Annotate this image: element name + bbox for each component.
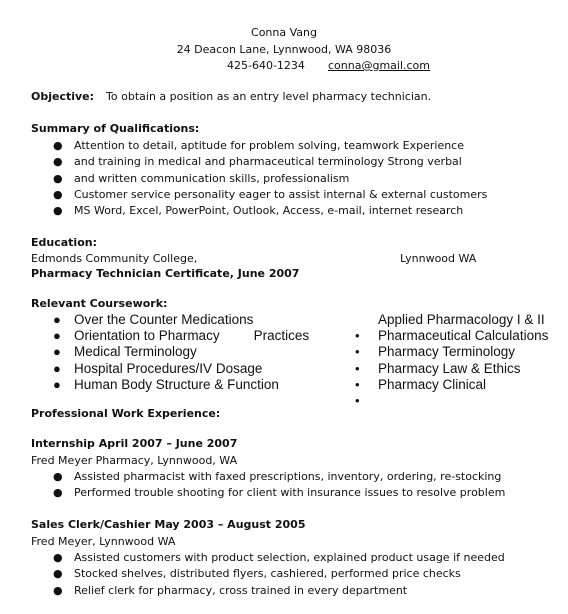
bullet-icon: • <box>355 360 360 376</box>
objective-line <box>31 89 431 105</box>
list-item: ● Orientation to Pharmacy Practices <box>53 328 310 344</box>
list-item: ● Stocked shelves, distributed flyers, cashiered, performed price checks <box>31 566 505 582</box>
objective-text: To obtain a position as an entry level pharmacy technician. <box>106 90 432 103</box>
job-employer: Fred Meyer Pharmacy, Lynnwood, WA <box>31 454 238 467</box>
list-item: ● Assisted pharmacist with faxed prescriptions, inventory, ordering, re-stocking <box>31 469 505 485</box>
job-duties-list <box>31 550 505 599</box>
candidate-address: 24 Deacon Lane, Lynnwood, WA 98036 <box>176 43 392 56</box>
list-item: ● Assisted customers with product selection, explained product usage if needed <box>31 550 505 566</box>
bullet-icon: ● <box>53 155 63 169</box>
education-certificate: Pharmacy Technician Certificate, June 2007 <box>31 267 300 280</box>
job-duties-list <box>31 469 505 502</box>
list-item <box>335 393 548 409</box>
bullet-icon: ● <box>53 171 63 185</box>
experience-heading: Professional Work Experience: <box>31 407 221 420</box>
bullet-icon: ● <box>53 312 61 327</box>
bullet-icon: ● <box>53 328 61 344</box>
bullet-icon: ● <box>53 360 61 376</box>
bullet-icon: ● <box>53 486 63 500</box>
list-item: ● and training in medical and pharmaceutical terminology Strong verbal <box>31 154 487 170</box>
coursework-right-list <box>335 312 548 409</box>
list-item: • Pharmacy Clinical <box>355 376 487 392</box>
candidate-name: Conna Vang <box>251 26 317 39</box>
bullet-icon: ● <box>53 187 63 201</box>
bullet-icon: ● <box>53 204 63 218</box>
list-item: • Pharmacy Law & Ethics <box>355 360 521 376</box>
list-item: ● Relief clerk for pharmacy, cross trained in every department <box>31 583 505 599</box>
coursework-extra-word: Practices <box>253 328 310 344</box>
list-item: ● Medical Terminology <box>53 344 197 360</box>
list-item: • Pharmacy Terminology <box>355 344 516 360</box>
bullet-icon: • <box>355 376 360 392</box>
list-item: Applied Pharmacology I & II <box>378 312 545 327</box>
bullet-icon: ● <box>53 344 61 360</box>
objective-label: Objective: <box>31 90 95 103</box>
candidate-phone: 425-640-1234 <box>227 59 305 72</box>
summary-heading: Summary of Qualifications: <box>31 122 200 135</box>
coursework-heading: Relevant Coursework: <box>31 297 168 310</box>
bullet-icon: ● <box>53 551 63 564</box>
bullet-icon: ● <box>53 139 63 152</box>
candidate-email-link[interactable]: conna@gmail.com <box>328 59 431 72</box>
list-item: ● Attention to detail, aptitude for problem solving, teamwork Experience <box>31 138 487 154</box>
bullet-icon: ● <box>53 567 63 581</box>
list-item: ● Hospital Procedures/IV Dosage <box>53 360 263 376</box>
education-heading: Education: <box>31 236 97 249</box>
list-item: ● Customer service personality eager to assist internal & external customers <box>31 187 487 203</box>
bullet-icon: ● <box>53 470 63 483</box>
summary-list <box>31 138 487 219</box>
list-item: ● Performed trouble shooting for client with insurance issues to resolve problem <box>31 485 505 501</box>
education-school: Edmonds Community College, <box>31 252 198 265</box>
job-employer: Fred Meyer, Lynnwood WA <box>31 535 176 548</box>
job-title: Internship April 2007 – June 2007 <box>31 437 238 450</box>
education-location: Lynnwood WA <box>400 252 477 265</box>
bullet-icon: ● <box>53 583 63 597</box>
bullet-icon: • <box>355 328 360 344</box>
list-item: ● Over the Counter Medications <box>53 312 254 327</box>
bullet-icon: • <box>355 344 360 360</box>
list-item: ● and written communication skills, professionalism <box>31 171 487 187</box>
bullet-icon: ● <box>53 376 61 392</box>
list-item: • Pharmaceutical Calculations <box>355 328 549 344</box>
job-title: Sales Clerk/Cashier May 2003 – August 2005 <box>31 518 306 531</box>
list-item: ● MS Word, Excel, PowerPoint, Outlook, Access, e-mail, internet research <box>31 203 487 219</box>
list-item: ● Human Body Structure & Function <box>53 376 279 392</box>
bullet-icon: • <box>355 392 360 408</box>
coursework-left-list <box>31 312 309 393</box>
